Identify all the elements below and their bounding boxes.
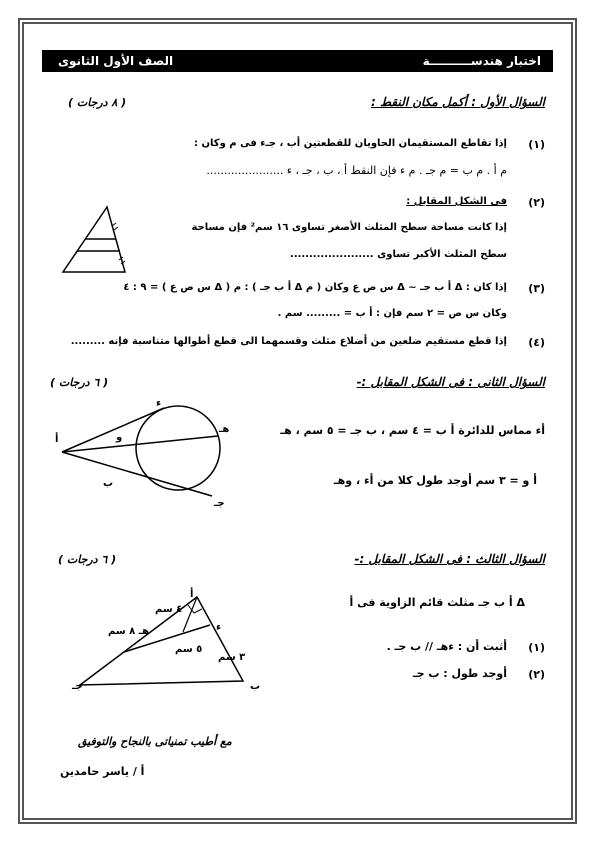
- q2-label-h: هـ: [219, 424, 230, 435]
- q1-title: السؤال الأول : أكمل مكان النقط :: [371, 95, 545, 109]
- q1-item3-line2: وكان س ص = ٢ سم فإن : أ ب = ......... سم .: [277, 308, 507, 319]
- q3-label-b: ب: [250, 681, 261, 692]
- q3-side-5: ٥ سم: [175, 644, 203, 655]
- q2-circle-figure: [40, 392, 240, 512]
- q2-label-a: أ: [55, 434, 59, 445]
- q2-marks: ( ٦ درجات ): [50, 376, 109, 389]
- q2-label-w: و: [116, 432, 123, 443]
- q1-item4-num: (٤): [528, 336, 545, 349]
- q1-item1-line2: م أ . م ب = م جـ . م ء فإن النقط أ ، ب ، جـ ، ء ......................: [206, 164, 507, 177]
- footer-teacher: أ / ياسر حامدين: [60, 765, 145, 778]
- q1-item2-num: (٢): [528, 196, 545, 209]
- footer-wish: مع أطيب تمنياتى بالنجاح والتوفيق: [78, 735, 232, 748]
- q3-title: السؤال الثالث : فى الشكل المقابل :-: [354, 552, 545, 566]
- q3-item2-num: (٢): [528, 668, 545, 681]
- q2-title: السؤال الثانى : فى الشكل المقابل :-: [356, 375, 545, 389]
- q3-side-3: ٣ سم: [218, 652, 246, 663]
- q2-label-b: ب: [103, 478, 114, 489]
- q3-line1: Δ أ ب جـ مثلث قائم الزاوية فى أ: [349, 596, 525, 609]
- exam-title: اختبار هندســــــــــة: [422, 54, 541, 68]
- q3-triangle-figure: [60, 585, 270, 695]
- q3-side-8: هـ ٨ سم: [108, 626, 150, 637]
- header-bar: [42, 50, 553, 72]
- q3-side-4: ٤ سم: [155, 604, 183, 615]
- grade-label: الصف الأول الثانوى: [58, 54, 174, 68]
- q1-item3-num: (٣): [528, 282, 545, 295]
- q1-item2-line1: فى الشكل المقابل :: [406, 196, 507, 207]
- q2-label-e: ء: [156, 398, 162, 409]
- q3-item1-num: (١): [528, 641, 545, 654]
- q3-marks: ( ٦ درجات ): [58, 553, 117, 566]
- q1-item1-line1: إذا تقاطع المستقيمان الحاويان للقطعتين أب ، جـء فى م وكان :: [194, 138, 507, 149]
- q1-triangle-figure: [55, 200, 135, 280]
- q1-item3-line1: إذا كان : Δ أ ب جـ ~ Δ س ص ع وكان ( م Δ أ ب جـ ) : م ( Δ س ص ع ) = ٩ : ٤: [123, 282, 507, 293]
- q3-item1-text: أثبت أن : ءهـ // ب جـ .: [386, 640, 507, 653]
- q3-label-a: أ: [190, 589, 194, 600]
- q1-item2-line2: إذا كانت مساحة سطح المثلث الأصغر تساوى ١٦ سم² فإن مساحة: [191, 222, 507, 233]
- q2-line2: أ و = ٣ سم أوجد طول كلا من أء ، وهـ: [333, 474, 537, 487]
- q1-marks: ( ٨ درجات ): [68, 96, 127, 109]
- q2-line1: أء مماس للدائرة أ ب = ٤ سم ، ب جـ = ٥ سم ، هـ: [280, 424, 545, 437]
- q1-item4-line1: إذا قطع مستقيم ضلعين من أضلاع مثلث وقسمهما الى قطع أطوالها متناسبة فإنه .........: [70, 336, 507, 347]
- q3-label-j: جـ: [72, 681, 83, 692]
- q1-item2-line3: سطح المثلث الأكبر تساوى ......................: [290, 249, 507, 260]
- q3-label-d: ء: [216, 622, 222, 633]
- q3-item2-text: أوجد طول : ب جـ: [412, 667, 507, 680]
- q2-label-j: جـ: [214, 498, 225, 509]
- q1-item1-num: (١): [528, 138, 545, 151]
